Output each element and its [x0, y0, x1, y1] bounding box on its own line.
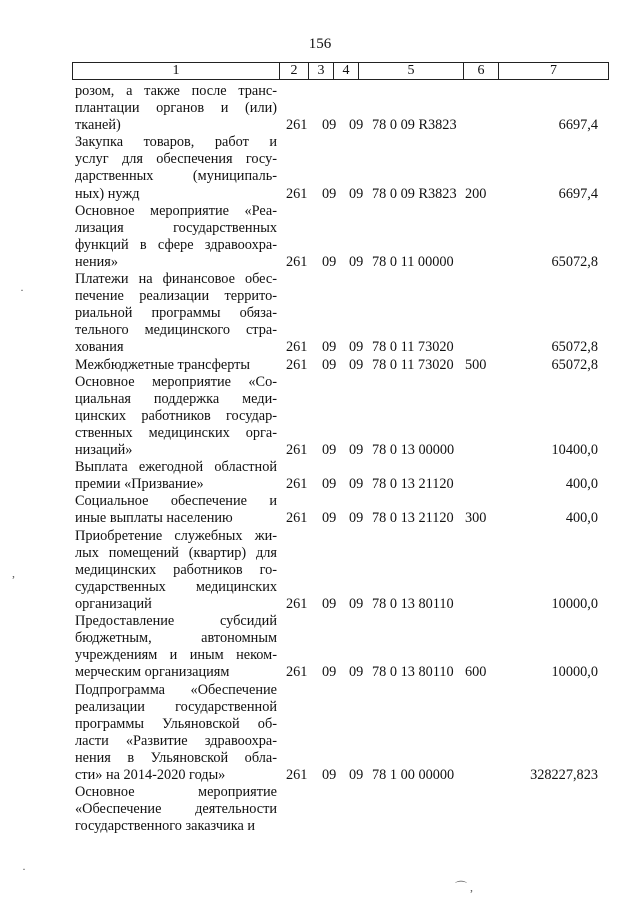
cell-ved: 261 [286, 595, 308, 612]
row-description-line: иные выплаты населению [75, 510, 233, 527]
cell-ved: 261 [286, 510, 308, 527]
cell-podrazdel: 09 [349, 117, 364, 134]
cell-podrazdel: 09 [349, 339, 364, 356]
cell-target-article: 78 0 11 73020 [372, 356, 454, 373]
header-col-4: 4 [334, 63, 359, 79]
cell-podrazdel: 09 [349, 253, 364, 270]
cell-razdel: 09 [322, 185, 337, 202]
cell-amount: 400,0 [565, 510, 598, 527]
cell-target-article: 78 0 13 21120 [372, 476, 454, 493]
cell-amount: 6697,4 [558, 185, 598, 202]
cell-target-article: 78 0 13 21120 [372, 510, 454, 527]
cell-podrazdel: 09 [349, 510, 364, 527]
cell-podrazdel: 09 [349, 356, 364, 373]
row-description-line: Основное мероприятие «Со- [75, 373, 277, 390]
header-col-5: 5 [359, 63, 464, 79]
header-col-1: 1 [73, 63, 280, 79]
row-description-line: программы Ульяновской об- [75, 715, 277, 732]
cell-podrazdel: 09 [349, 595, 364, 612]
cell-target-article: 78 0 09 R3823 [372, 117, 457, 134]
cell-podrazdel: 09 [349, 185, 364, 202]
cell-target-article: 78 0 11 73020 [372, 339, 454, 356]
cell-razdel: 09 [322, 117, 337, 134]
row-description-line: Предоставление субсидий [75, 613, 277, 630]
scan-mark: ⌒ , [455, 880, 474, 894]
row-description-line: Приобретение служебных жи- [75, 527, 277, 544]
row-description-line: низаций» [75, 442, 133, 459]
cell-podrazdel: 09 [349, 442, 364, 459]
cell-amount: 65072,8 [551, 339, 598, 356]
row-description-line: мерческим организациям [75, 664, 230, 681]
row-description-line: ных) нужд [75, 185, 140, 202]
cell-amount: 6697,4 [558, 117, 598, 134]
header-col-2: 2 [280, 63, 309, 79]
cell-amount: 400,0 [565, 476, 598, 493]
cell-ved: 261 [286, 664, 308, 681]
row-description-line: учреждениям и иным неком- [75, 647, 277, 664]
row-description-line: ласти «Развитие здравоохра- [75, 732, 277, 749]
cell-expense-type: 200 [465, 185, 487, 202]
row-description-line: дарственных (муниципаль- [75, 168, 277, 185]
header-col-7: 7 [550, 63, 557, 78]
cell-amount: 10000,0 [551, 595, 598, 612]
row-description-line: сти» на 2014-2020 годы» [75, 767, 226, 783]
cell-razdel: 09 [322, 442, 337, 459]
cell-target-article: 78 0 13 80110 [372, 595, 454, 612]
row-description-line: государственного заказчика и [75, 818, 256, 835]
row-description-line: плантации органов и (или) [75, 100, 277, 117]
row-description-line: медицинских работников го- [75, 561, 277, 578]
cell-razdel: 09 [322, 339, 337, 356]
cell-target-article: 78 1 00 00000 [372, 767, 455, 783]
cell-podrazdel: 09 [349, 476, 364, 493]
cell-razdel: 09 [322, 356, 337, 373]
row-description-line: Закупка товаров, работ и [75, 134, 277, 151]
cell-razdel: 09 [322, 476, 337, 493]
row-description-line: нения в Ульяновской обла- [75, 749, 277, 766]
row-description-line: нения» [75, 253, 119, 270]
row-description-line: функций в сфере здравоохра- [75, 236, 277, 253]
cell-ved: 261 [286, 253, 308, 270]
row-description-line: лых помещений (квартир) для [75, 544, 277, 561]
cell-amount: 65072,8 [551, 356, 598, 373]
cell-razdel: 09 [322, 664, 337, 681]
cell-expense-type: 500 [465, 356, 487, 373]
row-description-line: печение реализации террито- [75, 288, 277, 305]
cell-razdel: 09 [322, 767, 337, 783]
cell-ved: 261 [286, 117, 308, 134]
cell-amount: 10000,0 [551, 664, 598, 681]
header-col-3: 3 [309, 63, 334, 79]
cell-podrazdel: 09 [349, 767, 364, 783]
row-description-line: хования [75, 339, 124, 356]
cell-ved: 261 [286, 339, 308, 356]
row-description-line: Основное мероприятие «Реа- [75, 202, 277, 219]
row-description-line: Выплата ежегодной областной [75, 459, 277, 476]
row-description-line: циальная поддержка меди- [75, 390, 277, 407]
header-col-6: 6 [464, 63, 499, 79]
cell-ved: 261 [286, 356, 308, 373]
cell-razdel: 09 [322, 253, 337, 270]
row-description-line: риальной программы обяза- [75, 305, 277, 322]
row-description-line: цинских работников государ- [75, 407, 277, 424]
row-description-line: Подпрограмма «Обеспечение [75, 681, 277, 698]
cell-target-article: 78 0 11 00000 [372, 253, 454, 270]
scan-mark: , [12, 566, 15, 580]
row-description-line: розом, а также после транс- [75, 83, 277, 99]
row-description-line: сударственных медицинских [75, 578, 277, 595]
cell-ved: 261 [286, 767, 308, 783]
cell-ved: 261 [286, 442, 308, 459]
cell-razdel: 09 [322, 510, 337, 527]
row-description-line: «Обеспечение деятельности [75, 801, 277, 818]
cell-expense-type: 600 [465, 664, 487, 681]
table-header [72, 62, 609, 80]
row-description-line: ственных медицинских орга- [75, 424, 277, 441]
row-description-line: тельного медицинского стра- [75, 322, 277, 339]
row-description-line: тканей) [75, 117, 121, 134]
scan-mark: · [22, 862, 26, 876]
cell-amount: 10400,0 [551, 442, 598, 459]
row-description-line: Платежи на финансовое обес- [75, 271, 277, 288]
page-number: 156 [308, 36, 332, 52]
row-description-line: лизация государственных [75, 219, 277, 236]
cell-podrazdel: 09 [349, 664, 364, 681]
cell-amount: 328227,823 [530, 767, 598, 783]
cell-ved: 261 [286, 476, 308, 493]
row-description-line: организаций [75, 595, 152, 612]
row-description-line: премии «Призвание» [75, 476, 204, 493]
cell-target-article: 78 0 13 00000 [372, 442, 455, 459]
row-description-line: реализации государственной [75, 698, 277, 715]
cell-expense-type: 300 [465, 510, 487, 527]
cell-amount: 65072,8 [551, 253, 598, 270]
cell-target-article: 78 0 13 80110 [372, 664, 454, 681]
row-description-line: бюджетным, автономным [75, 630, 277, 647]
row-description-line: Социальное обеспечение и [75, 493, 277, 510]
cell-ved: 261 [286, 185, 308, 202]
row-description-line: услуг для обеспечения госу- [75, 151, 277, 168]
row-description-line: Основное мероприятие [75, 784, 277, 801]
cell-target-article: 78 0 09 R3823 [372, 185, 457, 202]
scan-mark: · [20, 283, 24, 297]
row-description-line: Межбюджетные трансферты [75, 356, 251, 373]
cell-razdel: 09 [322, 595, 337, 612]
